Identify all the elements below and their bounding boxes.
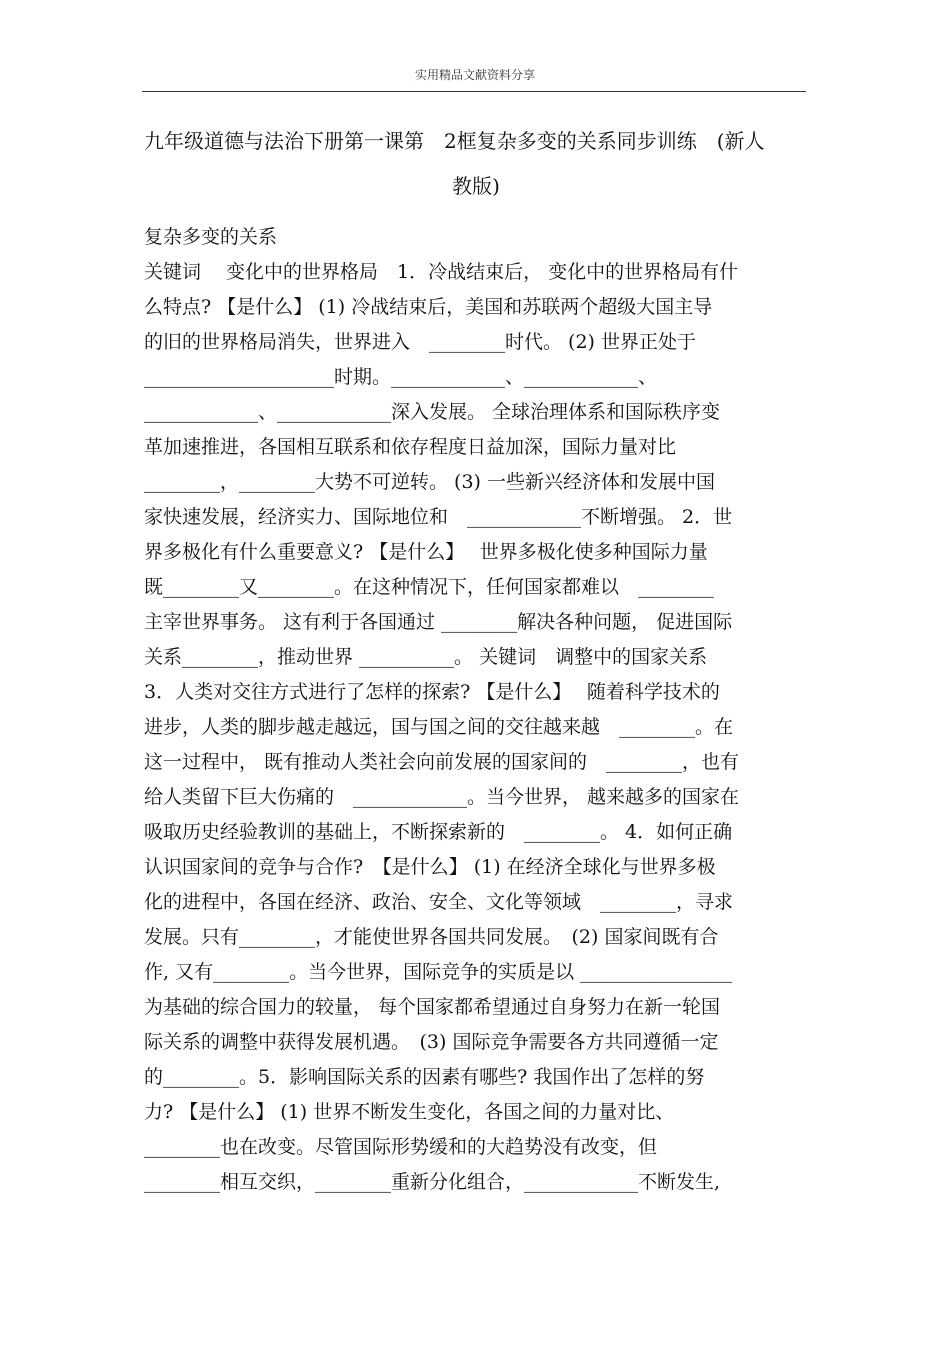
text-line: ________也在改变。尽管国际形势缓和的大趋势没有改变，但 xyxy=(144,1136,658,1158)
text-line: 吸取历史经验教训的基础上，不断探索新的 ________。 4．如何正确 xyxy=(144,821,733,843)
text-line: 这一过程中， 既有推动人类社会向前发展的国家间的 ________，也有 xyxy=(144,751,740,773)
text-line: 进步，人类的脚步越走越远，国与国之间的交往越来越 ________。在 xyxy=(144,716,734,738)
page-header: 实用精品文献资料分享 xyxy=(414,68,535,82)
text-line: 际关系的调整中获得发展机遇。 (3) 国际竞争需要各方共同遵循一定 xyxy=(144,1031,719,1053)
document-body xyxy=(144,220,816,1200)
text-line: 关键词 变化中的世界格局 1．冷战结束后， 变化中的世界格局有什 xyxy=(144,261,739,283)
header-rule xyxy=(142,91,806,92)
text-line: 的旧的世界格局消失，世界进入 ________时代。 (2) 世界正处于 xyxy=(144,331,696,353)
title-line-2: 教版) xyxy=(452,174,500,198)
text-line: 作, 又有________。当今世界，国际竞争的实质是以 ________________ xyxy=(144,961,733,983)
text-line: 化的进程中，各国在经济、政治、安全、文化等领域 ________，寻求 xyxy=(144,891,734,913)
text-line: ____________________时期。____________、____________、 xyxy=(144,366,658,388)
text-line: 界多极化有什么重要意义? 【是什么】 世界多极化使多种国际力量 xyxy=(144,541,708,563)
document-title xyxy=(144,124,808,204)
text-line: 家快速发展，经济实力、国际地位和 ____________不断增强。 2．世 xyxy=(144,506,733,528)
text-line: ________相互交织，________重新分化组合，____________不断发生, xyxy=(144,1171,721,1193)
text-line: 为基础的综合国力的较量， 每个国家都希望通过自身努力在新一轮国 xyxy=(144,996,721,1018)
text-line: ________，________大势不可逆转。 (3) 一些新兴经济体和发展中国 xyxy=(144,471,715,493)
text-line: 3．人类对交往方式进行了怎样的探索? 【是什么】 随着科学技术的 xyxy=(144,681,720,703)
text-line: 认识国家间的竞争与合作? 【是什么】 (1) 在经济全球化与世界多极 xyxy=(144,856,716,878)
text-line: 发展。只有________，才能使世界各国共同发展。 (2) 国家间既有合 xyxy=(144,926,719,948)
text-line: 么特点? 【是什么】 (1) 冷战结束后，美国和苏联两个超级大国主导 xyxy=(144,296,713,318)
text-line: 主宰世界事务。 这有利于各国通过 ________解决各种问题， 促进国际 xyxy=(144,611,733,633)
text-line: 给人类留下巨大伤痛的 ____________。当今世界， 越来越多的国家在 xyxy=(144,786,740,808)
text-line: 的________。5．影响国际关系的因素有哪些? 我国作出了怎样的努 xyxy=(144,1066,705,1088)
text-line: 关系________，推动世界 __________。 关键词 调整中的国家关系 xyxy=(144,646,708,668)
text-line: 革加速推进，各国相互联系和依存程度日益加深，国际力量对比 xyxy=(144,436,677,458)
text-line: ____________、____________深入发展。 全球治理体系和国际秩序变 xyxy=(144,401,721,423)
text-line: 力? 【是什么】 (1) 世界不断发生变化，各国之间的力量对比、 xyxy=(144,1101,675,1123)
text-line: 既________又________。在这种情况下，任何国家都难以 ________ xyxy=(144,576,715,598)
text-line: 复杂多变的关系 xyxy=(144,226,278,248)
title-line-1: 九年级道德与法治下册第一课第 2框复杂多变的关系同步训练 (新人 xyxy=(144,129,765,153)
